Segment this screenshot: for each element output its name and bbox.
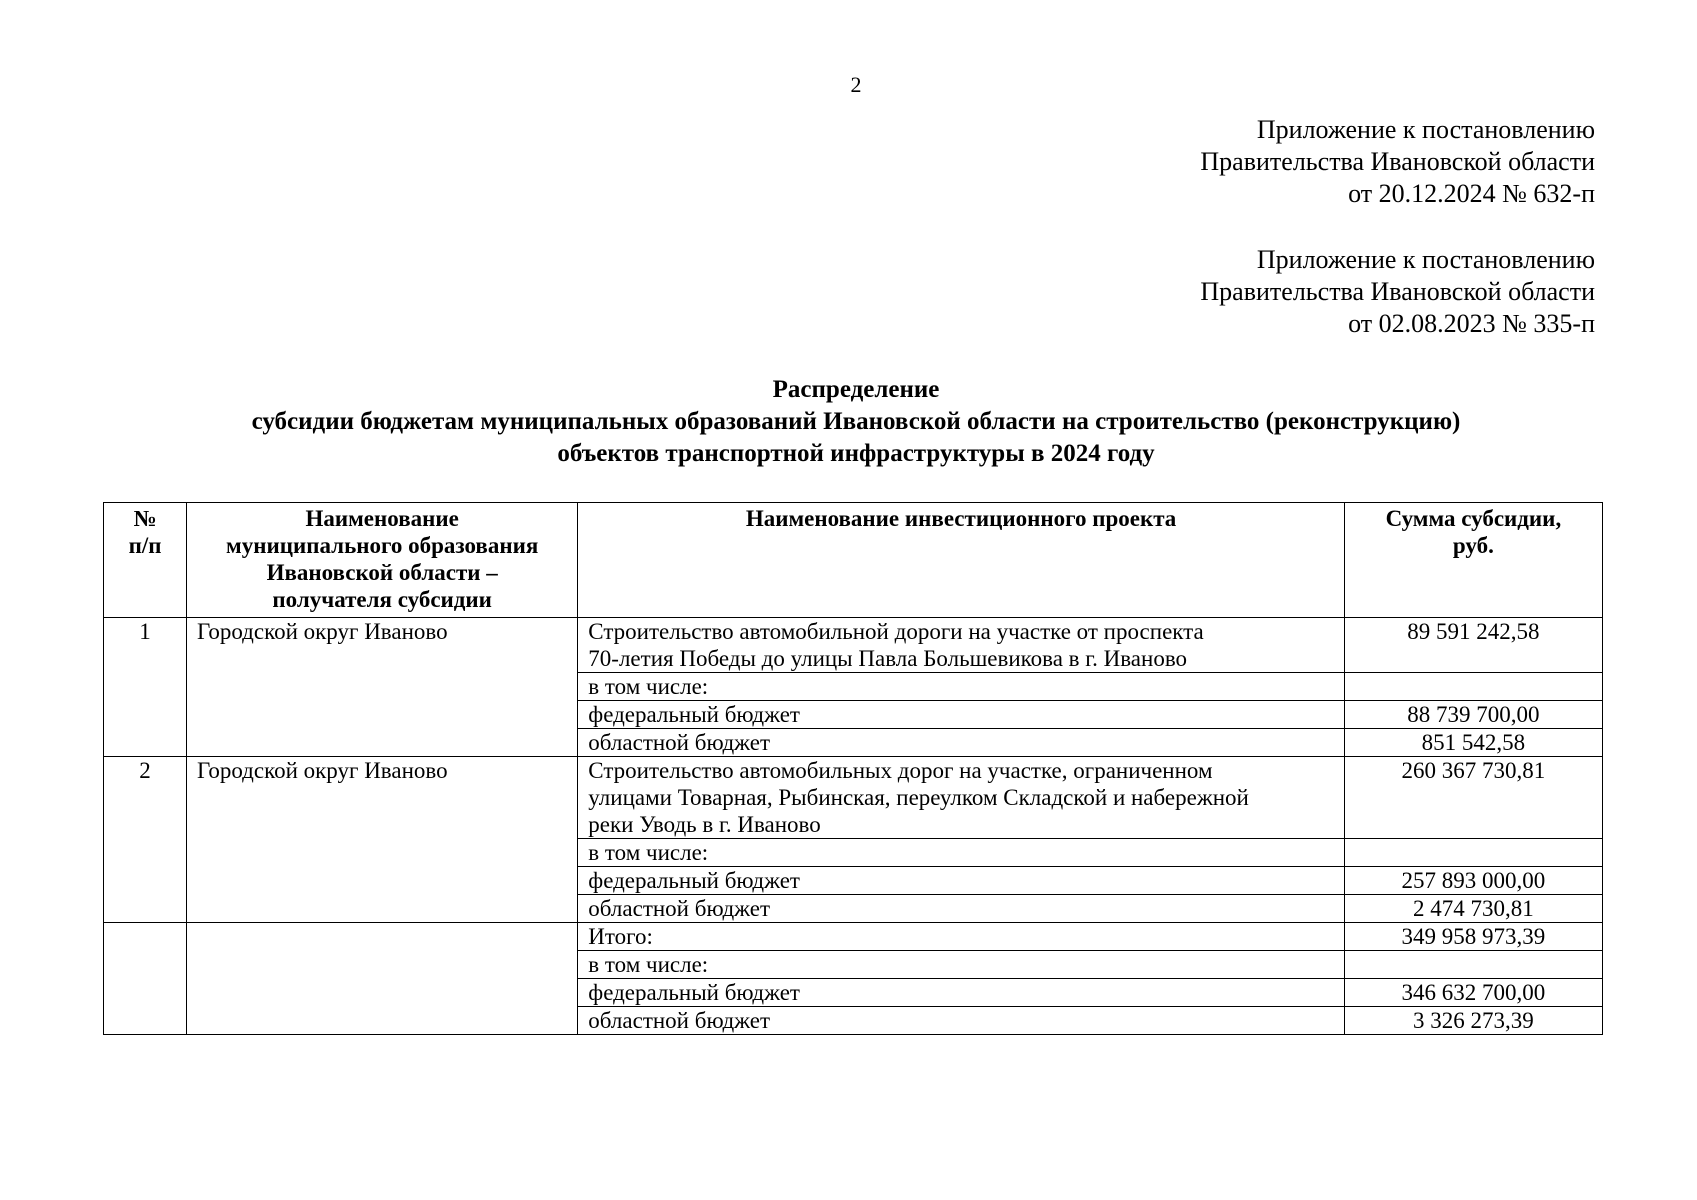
subsidy-sum-cell: 2 474 730,81 <box>1344 895 1602 923</box>
header-municipality: Наименование муниципального образования Ивановской области – получателя субсидии <box>187 503 578 618</box>
header-sum: Сумма субсидии, руб. <box>1344 503 1602 618</box>
project-line: областной бюджет <box>588 1008 771 1033</box>
project-cell <box>578 867 1345 895</box>
subsidy-sum-cell: 349 958 973,39 <box>1344 923 1602 951</box>
project-cell <box>578 923 1345 951</box>
row-number-cell: 1 <box>104 618 187 757</box>
appendix-line: Приложение к постановлению <box>1256 245 1595 274</box>
project-line: областной бюджет <box>588 896 771 921</box>
row-number-cell <box>104 923 187 1035</box>
title-line-2: субсидии бюджетам муниципальных образований Ивановской области на строительство (реконструкцию) <box>251 408 1461 435</box>
project-cell <box>578 701 1345 729</box>
subsidy-sum-cell: 260 367 730,81 <box>1344 757 1602 839</box>
project-line: областной бюджет <box>588 730 771 755</box>
project-line: федеральный бюджет <box>588 868 800 893</box>
subsidy-sum-cell: 851 542,58 <box>1344 729 1602 757</box>
header-num: № п/п <box>104 503 187 618</box>
subsidy-sum-cell: 346 632 700,00 <box>1344 979 1602 1007</box>
subsidy-sum-cell: 88 739 700,00 <box>1344 701 1602 729</box>
project-line: в том числе: <box>588 952 709 977</box>
table-row <box>104 923 1603 951</box>
project-line: улицами Товарная, Рыбинская, переулком Складской и набережной <box>588 785 1249 810</box>
project-cell <box>578 618 1345 673</box>
project-line: Строительство автомобильных дорог на участке, ограниченном <box>588 758 1213 783</box>
project-cell <box>578 1007 1345 1035</box>
subsidy-sum-cell <box>1344 839 1602 867</box>
appendix-line: от 20.12.2024 № 632-п <box>1348 179 1595 208</box>
project-line: Строительство автомобильной дороги на участке от проспекта <box>588 619 1204 644</box>
subsidy-sum-cell: 3 326 273,39 <box>1344 1007 1602 1035</box>
title-line-3: объектов транспортной инфраструктуры в 2024 году <box>557 440 1155 467</box>
appendix-line: от 02.08.2023 № 335-п <box>1348 309 1595 338</box>
table-row <box>104 757 1603 839</box>
row-number-cell: 2 <box>104 757 187 923</box>
project-cell <box>578 757 1345 839</box>
document-title <box>0 374 1697 470</box>
project-cell <box>578 979 1345 1007</box>
project-line: 70-летия Победы до улицы Павла Большевикова в г. Иваново <box>588 646 1188 671</box>
project-line: федеральный бюджет <box>588 980 800 1005</box>
project-line: в том числе: <box>588 840 709 865</box>
project-line: в том числе: <box>588 674 709 699</box>
project-cell <box>578 895 1345 923</box>
subsidy-sum-cell <box>1344 951 1602 979</box>
subsidy-sum-cell: 89 591 242,58 <box>1344 618 1602 673</box>
project-cell <box>578 729 1345 757</box>
appendix-block-1 <box>1200 114 1595 210</box>
project-cell <box>578 673 1345 701</box>
table-row <box>104 618 1603 673</box>
project-line: Итого: <box>588 924 653 949</box>
project-line: федеральный бюджет <box>588 702 800 727</box>
appendix-line: Приложение к постановлению <box>1256 115 1595 144</box>
table-body <box>104 618 1603 1035</box>
municipality-cell: Городской округ Иваново <box>187 757 578 923</box>
table-header-row <box>104 503 1603 618</box>
project-line: реки Уводь в г. Иваново <box>588 812 821 837</box>
appendix-line: Правительства Ивановской области <box>1200 147 1595 176</box>
subsidy-sum-cell <box>1344 673 1602 701</box>
title-line-1: Распределение <box>772 376 940 403</box>
project-cell <box>578 839 1345 867</box>
project-cell <box>578 951 1345 979</box>
header-project: Наименование инвестиционного проекта <box>578 503 1345 618</box>
subsidy-table <box>103 502 1603 1035</box>
subsidy-sum-cell: 257 893 000,00 <box>1344 867 1602 895</box>
appendix-block-2 <box>1200 244 1595 340</box>
page-number: 2 <box>850 72 862 97</box>
municipality-cell <box>187 923 578 1035</box>
appendix-line: Правительства Ивановской области <box>1200 277 1595 306</box>
municipality-cell: Городской округ Иваново <box>187 618 578 757</box>
